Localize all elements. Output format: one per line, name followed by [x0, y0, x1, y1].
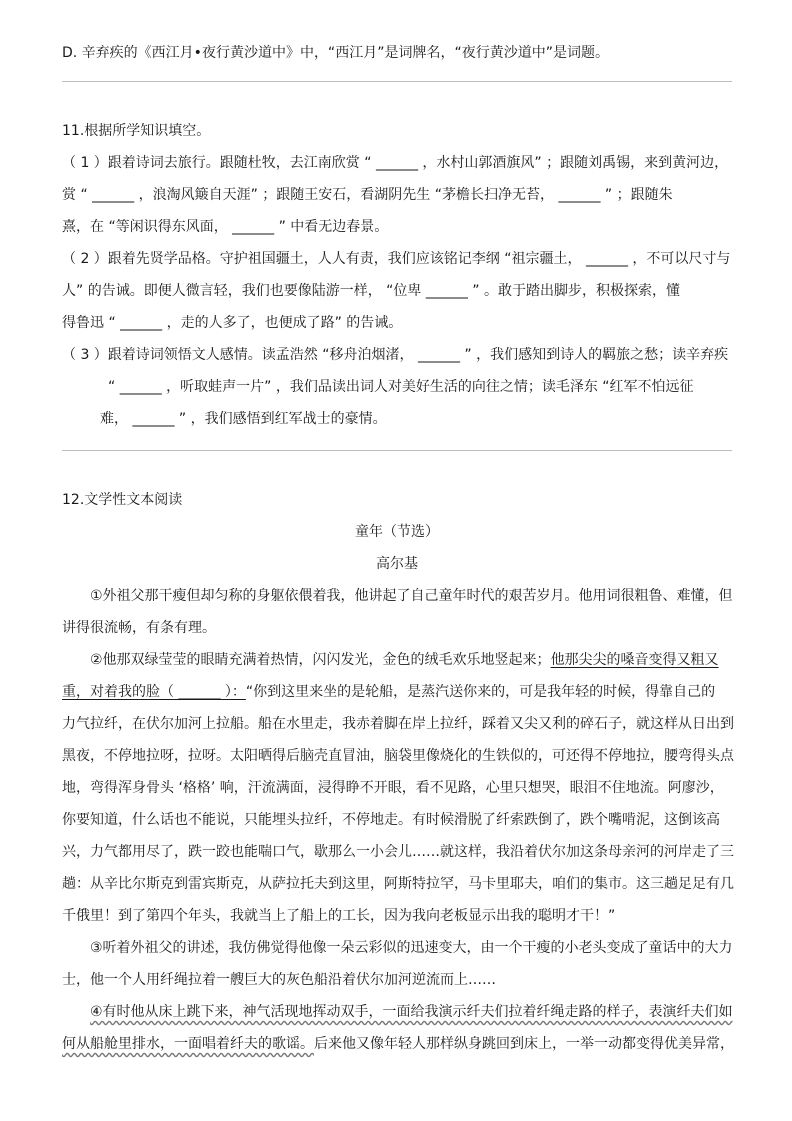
q11-line: （ 1 ）跟着诗词去旅行。跟随杜牧，去江南欣赏 “ ______ ，水村山郭酒旗风” ；跟随刘禹锡，来到黄河边， [62, 155, 729, 171]
divider [62, 81, 732, 82]
paragraph-line [90, 1002, 733, 1022]
q11-line: 熹，在 “等闲识得东风面， ______ ” 中看无边春景。 [62, 219, 389, 235]
paragraph-line: ③听着外祖父的讲述，我仿佛觉得他像一朵云彩似的迅速变大，由一个干瘦的小老头变成了童话中的大力 [90, 940, 733, 956]
passage-author: 高尔基 [376, 556, 418, 572]
paragraph-line: 士，他一个人用纤绳拉着一艘巨大的灰色船沿着伏尔加河逆流而上…… [62, 972, 496, 988]
q11-line: 人” 的告诫。即便人微言轻，我们也要像陆游一样， “位卑 ______ ” 。敢于踏出脚步，积极探索，懂 [62, 283, 681, 299]
q12-title: 12.文学性文本阅读 [62, 492, 183, 508]
q10-option-d: D. 辛弃疾的《西江月•夜行黄沙道中》中，“西江月”是词牌名，“夜行黄沙道中”是词题。 [62, 45, 609, 61]
paragraph-text: ②他那双绿莹莹的眼睛充满着热情，闪闪发光，金色的绒毛欢乐地竖起来； [90, 652, 551, 668]
paragraph-text: 后来他又像年轻人那样纵身跳回到床上，一举一动都变得优美异常， [314, 1036, 734, 1052]
passage-title: 童年（节选） [355, 524, 439, 540]
paragraph-line: 兴，力气都用尽了，跌一跤也能喘口气，歇那么一小会儿……就这样，我沿着伏尔加这条母亲河的河岸走了三 [62, 844, 734, 860]
paragraph-line: 黑夜，不停地拉呀，拉呀。太阳晒得后脑壳直冒油，脑袋里像烧化的生铁似的，可还得不停地拉，腰弯得头点 [62, 748, 734, 764]
q11-line: （ 2 ）跟着先贤学品格。守护祖国疆土，人人有责，我们应该铭记李纲 “祖宗疆土， ______ ，不可以尺寸与 [62, 251, 731, 267]
paragraph-line [90, 650, 719, 670]
paragraph-line: 力气拉纤，在伏尔加河上拉船。船在水里走，我赤着脚在岸上拉纤，踩着又尖又利的碎石子，就这样从日出到 [62, 716, 734, 732]
q11-line: （ 3 ）跟着诗词领悟文人感情。读孟浩然 “移舟泊烟渚， ______ ” ，我们感知到诗人的羁旅之愁；读辛弃疾 [62, 347, 729, 363]
paragraph-line: 趟：从辛比尔斯克到雷宾斯克，从萨拉托夫到这里，阿斯特拉罕，马卡里耶夫，咱们的集市。这三趟足足有几 [62, 876, 734, 892]
underlined-sentence: 他那尖尖的嗓音变得又粗又 [550, 652, 719, 668]
divider [62, 450, 732, 451]
q11-line: 难， ______ ” ，我们感悟到红军战士的豪情。 [100, 411, 387, 427]
wavy-underlined-text: ④有时他从床上跳下来，神气活现地挥动双手，一面给我演示纤夫们拉着纤绳走路的样子，表演纤夫们如 [90, 1004, 733, 1020]
underlined-sentence: 重，对着我的脸（ ______ ）： [62, 684, 246, 700]
paragraph-line: 你要知道，什么话也不能说，只能埋头拉纤，不停地走。有时候滑脱了纤索跌倒了，跌个嘴啃泥，这倒该高 [62, 812, 720, 828]
q11-title: 11.根据所学知识填空。 [62, 123, 211, 139]
paragraph-line [62, 1034, 734, 1054]
paragraph-line [62, 682, 715, 702]
paragraph-line: 千俄里！到了第四个年头，我就当上了船上的工长，因为我向老板显示出我的聪明才干！” [62, 908, 616, 924]
wavy-underlined-text: 何从船舱里排水，一面唱着纤夫的歌谣。 [62, 1036, 314, 1052]
paragraph-text: “你到这里来坐的是轮船，是蒸汽送你来的，可是我年轻的时候，得靠自己的 [245, 684, 716, 700]
paragraph-line: 讲得很流畅，有条有理。 [62, 620, 216, 636]
q11-line: “ ______ ，听取蛙声一片” ，我们品读出词人对美好生活的向往之情；读毛泽东 “红军不怕远征 [108, 379, 694, 395]
q11-line: 赏 “ ______ ，浪淘风簸自天涯” ；跟随王安石，看湖阴先生 “茅檐长扫净无苔， ______ ” ；跟随朱 [62, 187, 673, 203]
q11-line: 得鲁迅 “ ______ ，走的人多了，也便成了路” 的告诫。 [62, 315, 403, 331]
paragraph-line: 地，弯得浑身骨头 ‘格格’ 响，汗流满面，浸得睁不开眼，看不见路，心里只想哭，眼泪不住地流。阿廖沙， [62, 780, 724, 796]
paragraph-line: ①外祖父那干瘦但却匀称的身躯依偎着我，他讲起了自己童年时代的艰苦岁月。他用词很粗鲁、难懂，但 [90, 588, 733, 604]
